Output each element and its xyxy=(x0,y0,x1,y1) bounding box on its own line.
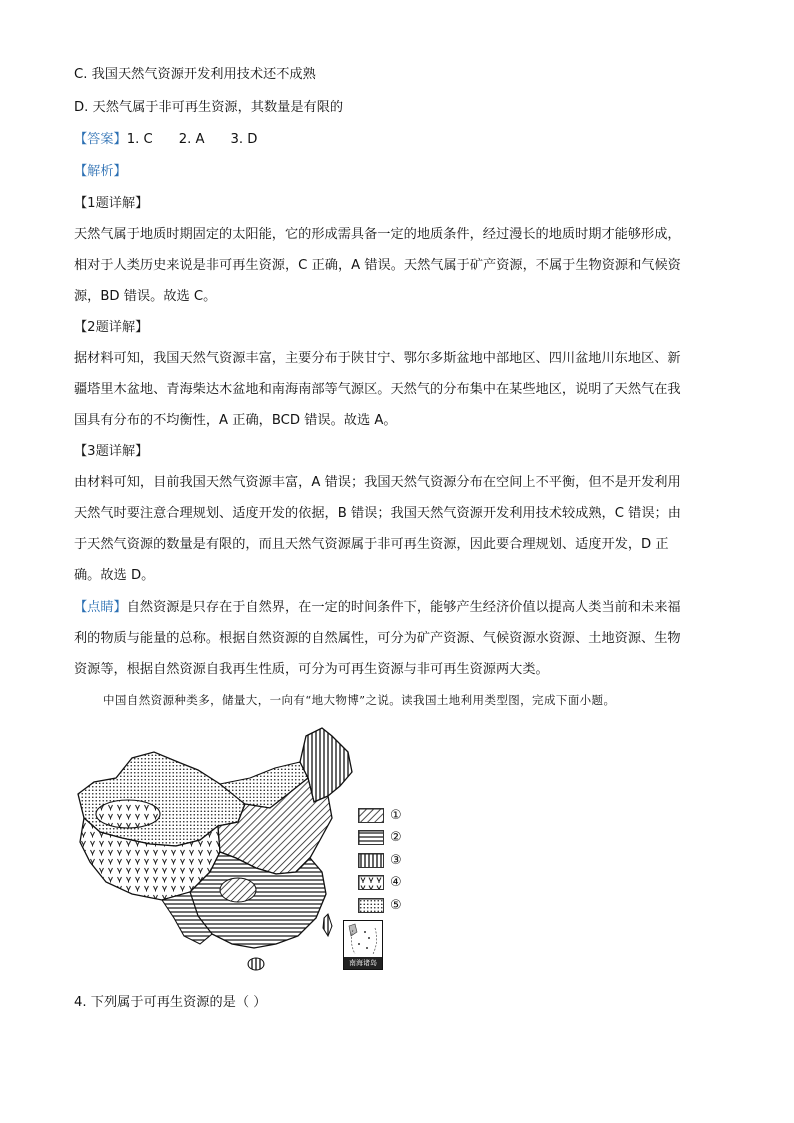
answer-1: 1. C xyxy=(126,132,153,147)
legend-label-3: ③ xyxy=(390,852,402,868)
legend-swatch-diagonal xyxy=(358,808,384,823)
q2-line-3: 国具有分布的不均衡性，A 正确，BCD 错误。故选 A。 xyxy=(74,413,397,428)
q2-line-2: 疆塔里木盆地、青海柴达木盆地和南海南部等气源区。天然气的分布集中在某些地区，说明了天然气在我 xyxy=(74,382,681,397)
map-intro-text: 中国自然资源种类多，储量大，一向有“地大物博”之说。读我国土地利用类型图，完成下面小题。 xyxy=(103,693,616,707)
q3-line-1: 由材料可知，目前我国天然气资源丰富，A 错误；我国天然气资源分布在空间上不平衡，但不是开发利用 xyxy=(74,475,681,490)
q3-line-4: 确。故选 D。 xyxy=(74,568,155,583)
south-sea-inset-map xyxy=(345,922,382,958)
answer-3: 3. D xyxy=(230,132,258,147)
map-region-sichuan xyxy=(220,878,256,902)
legend-label-5: ⑤ xyxy=(390,897,402,913)
legend-swatch-vertical xyxy=(358,853,384,868)
q3-line-2: 天然气时要注意合理规划、适度开发的依据，B 错误；我国天然气资源开发利用技术较成熟，C 错误；由 xyxy=(74,506,681,521)
legend-item-3 xyxy=(358,849,402,872)
tip-text-1: 自然资源是只存在于自然界，在一定的时间条件下，能够产生经济价值以提高人类当前和未来福 xyxy=(126,600,681,615)
q2-label: 【2题详解】 xyxy=(74,320,149,335)
q1-label: 【1题详解】 xyxy=(74,196,149,211)
analysis-label: 【解析】 xyxy=(74,164,127,179)
legend-item-4 xyxy=(358,872,402,895)
answer-line xyxy=(74,130,257,150)
q3-label: 【3题详解】 xyxy=(74,444,149,459)
map-hainan xyxy=(248,958,264,970)
tip-line-1 xyxy=(74,598,681,618)
legend-swatch-dots xyxy=(358,898,384,913)
option-d: D. 天然气属于非可再生资源，其数量是有限的 xyxy=(74,100,344,115)
answer-2: 2. A xyxy=(178,132,205,147)
q1-line-1: 天然气属于地质时期固定的太阳能，它的形成需具备一定的地质条件，经过漫长的地质时期才能够形成， xyxy=(74,227,681,242)
legend-swatch-arrows xyxy=(358,875,384,890)
q2-line-1: 据材料可知，我国天然气资源丰富，主要分布于陕甘宁、鄂尔多斯盆地中部地区、四川盆地川东地区、新 xyxy=(74,351,681,366)
south-sea-inset xyxy=(343,920,383,970)
map-taiwan xyxy=(323,914,332,936)
legend-label-1: ① xyxy=(390,807,402,823)
question-4: 4. 下列属于可再生资源的是（ ） xyxy=(74,995,267,1010)
legend-swatch-horizontal xyxy=(358,830,384,845)
option-c: C. 我国天然气资源开发利用技术还不成熟 xyxy=(74,67,316,82)
tip-line-2: 利的物质与能量的总称。根据自然资源的自然属性，可分为矿产资源、气候资源水资源、土地资源、生物 xyxy=(74,631,681,646)
q3-line-3: 于天然气资源的数量是有限的，而且天然气资源属于非可再生资源，因此要合理规划、适度开发，D 正 xyxy=(74,537,669,552)
land-use-map xyxy=(70,722,355,977)
legend-item-2 xyxy=(358,827,402,850)
south-sea-inset-label: 南海诸岛 xyxy=(344,957,382,969)
tip-label: 【点睛】 xyxy=(74,600,127,615)
tip-line-3: 资源等，根据自然资源自我再生性质，可分为可再生资源与非可再生资源两大类。 xyxy=(74,662,549,677)
q1-line-3: 源，BD 错误。故选 C。 xyxy=(74,289,217,304)
q1-line-2: 相对于人类历史来说是非可再生资源，C 正确，A 错误。天然气属于矿产资源，不属于生物资源和气候资 xyxy=(74,258,681,273)
answer-label: 【答案】 xyxy=(74,132,127,147)
legend-item-5 xyxy=(358,894,402,917)
legend-item-1 xyxy=(358,804,402,827)
map-legend xyxy=(358,804,402,917)
map-region-basin xyxy=(96,800,160,828)
legend-label-2: ② xyxy=(390,830,402,846)
legend-label-4: ④ xyxy=(390,875,402,891)
